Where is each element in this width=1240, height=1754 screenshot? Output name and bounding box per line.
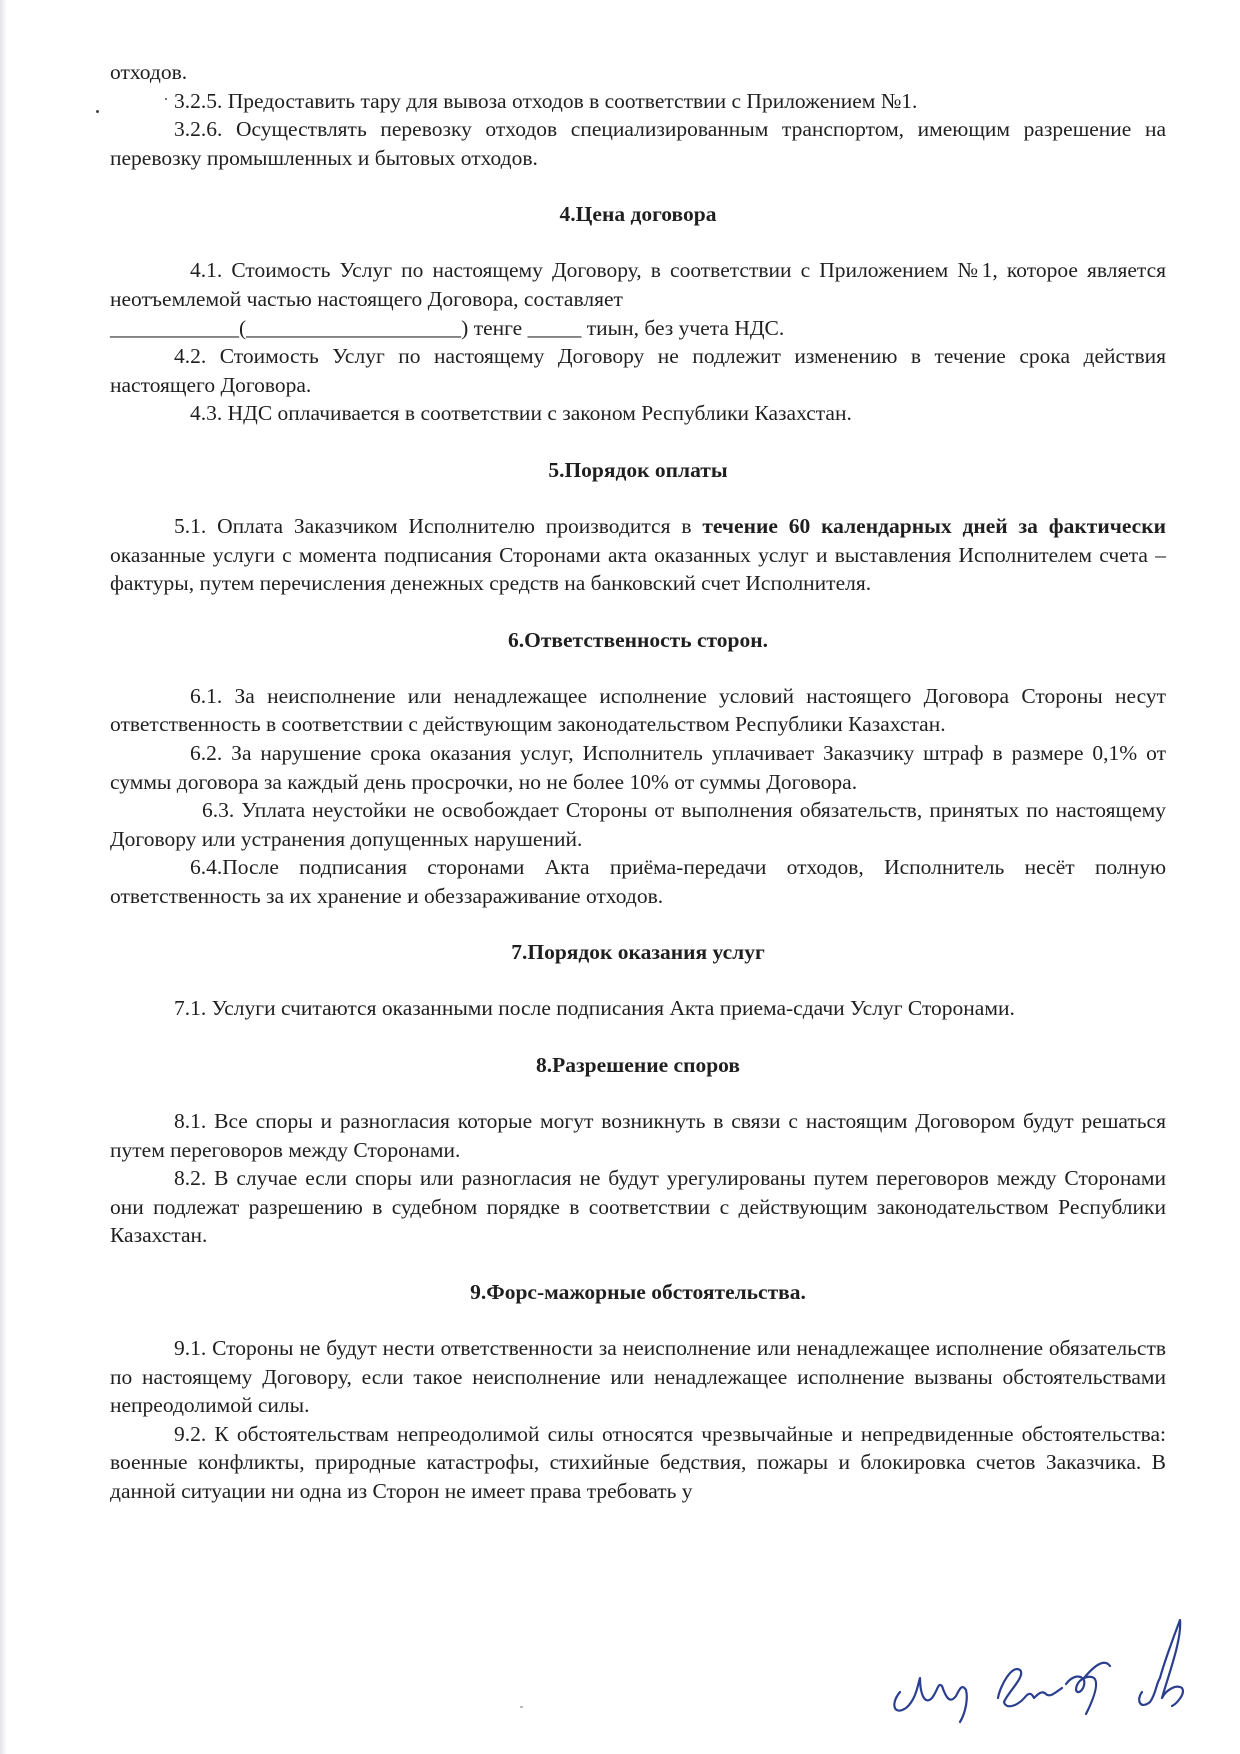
clause-3-2-6: 3.2.6. Осуществлять перевозку отходов специализированным транспортом, имеющим разрешение на перевозку промышленных и бытовых отходов. (110, 117, 1166, 170)
clause-6-3: 6.3. Уплата неустойки не освобождает Стороны от выполнения обязательств, принятых по настоящему Договору или устранения допущенных нарушений. (110, 798, 1166, 851)
clause-4-3: 4.3. НДС оплачивается в соответствии с законом Республики Казахстан. (190, 401, 852, 426)
section-5-title: 5.Порядок оплаты (548, 457, 728, 482)
clause-8-1: 8.1. Все споры и разногласия которые могут возникнуть в связи с настоящим Договором будут решаться путем переговоров между Сторонами. (110, 1109, 1166, 1162)
clause-3-2-5: 3.2.5. Предоставить тару для вывоза отходов в соответствии с Приложением №1. (174, 88, 918, 113)
clause-4-1-amount-blank: ____________(____________________) тенге _____ тиын, без учета НДС. (110, 315, 785, 340)
clause-5-1-bold-term: течение 60 календарных дней за фактически (702, 513, 1166, 538)
signature-1 (894, 1678, 966, 1722)
clause-9-1: 9.1. Стороны не будут нести ответственности за неисполнение или ненадлежащее исполнение обязательств по настоящему Договору, если такое неисполнение или ненадлежащее исполнение вызваны обстоятельствами непреодолимой силы. (110, 1336, 1166, 1418)
clause-9-2: 9.2. К обстоятельствам непреодолимой силы относятся чрезвычайные и непредвиденные обстоятельства: военные конфликты, природные катастрофы, стихийные бедствия, пожары и блокировка счетов Заказчика. В данной ситуации ни одна из Сторон не имеет права требовать у (110, 1421, 1166, 1503)
signatures-area (880, 1580, 1210, 1730)
clause-6-2: 6.2. За нарушение срока оказания услуг, Исполнитель уплачивает Заказчику штраф в размере 0,1% от суммы договора за каждый день просрочки, но не более 10% от суммы Договора. (110, 740, 1166, 794)
clause-5-1-end: оказанные услуги с момента подписания Сторонами акта оказанных услуг и выставления Исполнителем счета – фактуры, путем перечисления денежных средств на банковский счет Исполнителя. (110, 542, 1166, 596)
clause-4-2: 4.2. Стоимость Услуг по настоящему Договору не подлежит изменению в течение срока действия настоящего Договора. (110, 344, 1166, 397)
section-7-title: 7.Порядок оказания услуг (511, 940, 765, 965)
section-9-title: 9.Форс-мажорные обстоятельства. (470, 1280, 806, 1305)
handwritten-signatures (880, 1580, 1210, 1730)
document-body (110, 58, 1166, 1506)
clause-5-1 (110, 512, 1166, 598)
section-6-title: 6.Ответственность сторон. (507, 627, 769, 652)
clause-6-1: 6.1. За неисполнение или ненадлежащее исполнение условий настоящего Договора Стороны несут ответственность в соответствии с действующим законодательством Республики Казахстан. (110, 683, 1166, 737)
clause-4-1: 4.1. Стоимость Услуг по настоящему Договору, в соответствии с Приложением №1, которое является неотъемлемой частью настоящего Договора, составляет (110, 258, 1166, 311)
clause-8-2: 8.2. В случае если споры или разногласия не будут урегулированы путем переговоров между Сторонами они подлежат разрешению в судебном порядке в соответствии с действующим законодательством Республики Казахстан. (110, 1166, 1166, 1248)
intro-tail: отходов. (110, 60, 188, 84)
clause-7-1: 7.1. Услуги считаются оказанными после подписания Акта приема-сдачи Услуг Сторонами. (174, 996, 1015, 1021)
clause-5-1-start: 5.1. Оплата Заказчиком Исполнителю производится в (174, 513, 703, 538)
signature-2 (998, 1663, 1110, 1714)
section-4-title: 4.Цена договора (559, 202, 717, 227)
signature-3 (1139, 1620, 1183, 1706)
scan-speck (520, 1706, 523, 1708)
section-8-title: 8.Разрешение споров (536, 1053, 740, 1078)
scan-edge-shadow (0, 0, 6, 1754)
clause-6-4: 6.4.После подписания сторонами Акта приёма-передачи отходов, Исполнитель несёт полную ответственность за их хранение и обеззараживание отходов. (110, 855, 1166, 908)
scan-speck (96, 110, 99, 113)
